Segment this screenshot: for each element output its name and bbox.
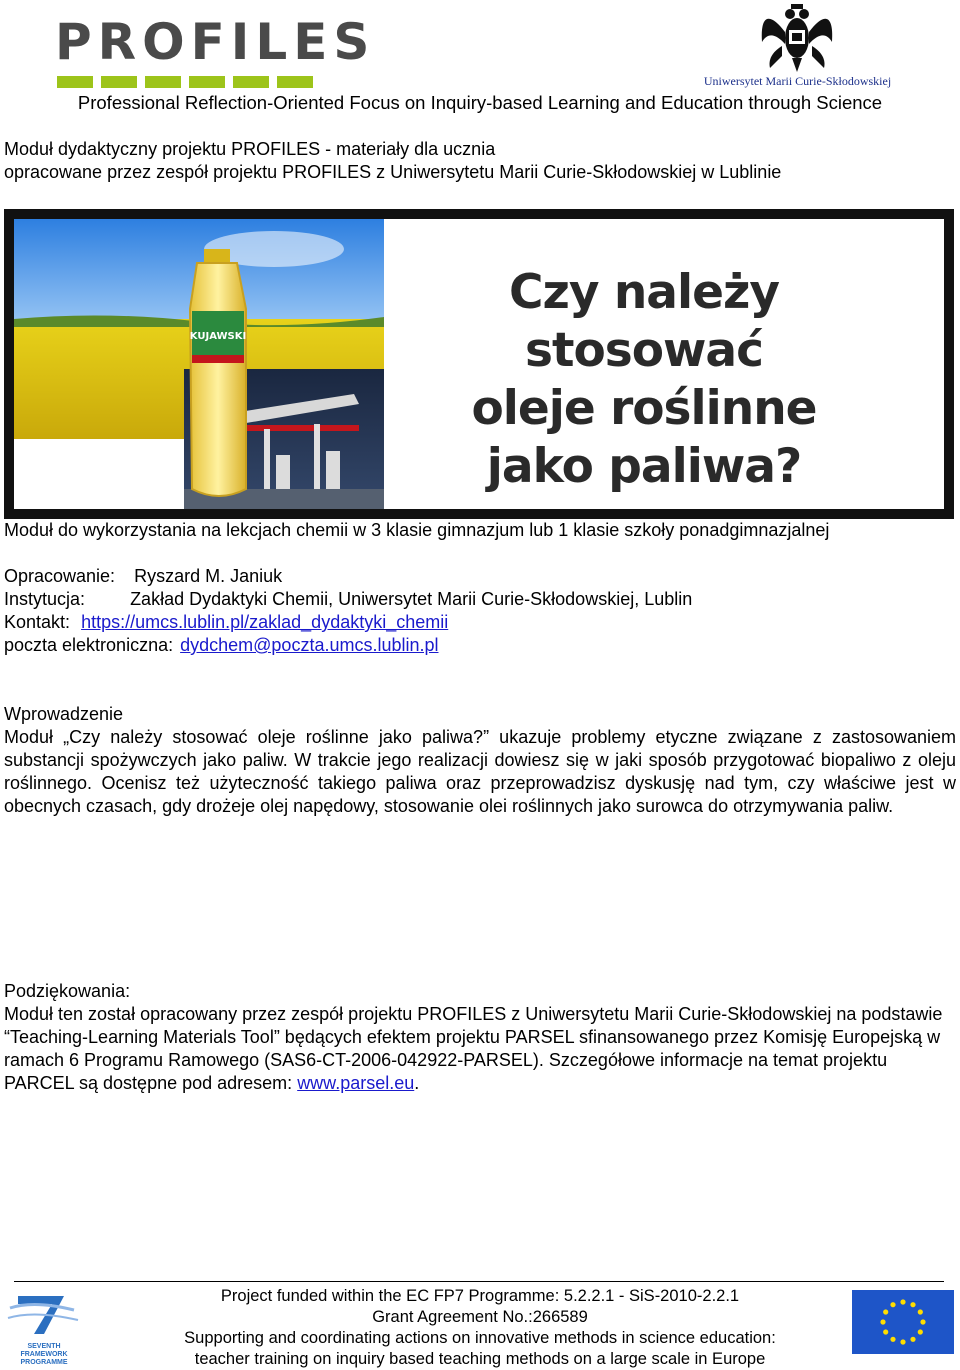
profiles-logo — [55, 13, 376, 90]
university-logo — [690, 2, 905, 92]
hero-banner — [4, 209, 954, 519]
footer-training: teacher training on inquiry based teaching methods on a large scale in Europe — [194, 1350, 766, 1368]
authors-line: opracowane przez zespół projektu PROFILES z Uniwersytetu Marii Curie-Skłodowskiej w Lublinie — [4, 162, 782, 182]
hero-title-line: Czy należy stosować — [508, 265, 779, 378]
profiles-logo-text: PROFILES — [55, 13, 376, 71]
contact-label: Kontakt: — [4, 612, 71, 632]
fp7-logo — [4, 1290, 84, 1366]
institution-row — [4, 588, 692, 611]
eagle-crest-icon — [690, 2, 905, 74]
contact-row — [4, 611, 448, 634]
footer-divider — [14, 1281, 944, 1282]
author-name: Ryszard M. Janiuk — [134, 566, 283, 586]
footer-supporting: Supporting and coordinating actions on innovative methods in science education: — [184, 1329, 776, 1347]
university-name: Uniwersytet Marii Curie-Skłodowskiej — [703, 74, 892, 88]
author-row — [4, 565, 282, 588]
email-row — [4, 634, 439, 657]
fp7-label: SEVENTH FRAMEWORK PROGRAMME — [20, 1343, 68, 1366]
eu-flag — [852, 1290, 954, 1354]
institution-name: Zakład Dydaktyki Chemii, Uniwersytet Marii Curie-Skłodowskiej, Lublin — [130, 589, 693, 609]
acknowledgements-text: Moduł ten został opracowany przez zespół projektu PROFILES z Uniwersytetu Marii Curie-Skłodowskiej na podstawie “Teaching-Learning Materials Tool” będących efektem projektu PARSEL sfinansowanego przez Komisję Europejską w ramach 6 Programu Ramowego (SAS6-CT-2006-042922-PARSEL). Szczegółowe informacje na temat projektu PARCEL są dostępne pod adresem: — [4, 1004, 943, 1093]
footer-grant: Grant Agreement No.:266589 — [372, 1308, 588, 1326]
hero-title — [384, 264, 904, 496]
acknowledgements-heading: Podziękowania: — [4, 981, 131, 1001]
project-tagline: Professional Reflection-Oriented Focus on Inquiry-based Learning and Education through Science — [77, 92, 883, 113]
fp7-seven-icon — [4, 1290, 84, 1338]
parsel-link[interactable]: www.parsel.eu — [297, 1073, 415, 1093]
institution-label: Instytucja: — [4, 589, 86, 609]
email-link[interactable]: dydchem@poczta.umcs.lublin.pl — [180, 635, 439, 655]
hero-title-line: oleje roślinne — [471, 381, 817, 436]
module-type-line: Moduł dydaktyczny projektu PROFILES - materiały dla ucznia — [4, 139, 496, 159]
hero-title-line: jako paliwa? — [486, 439, 802, 494]
profiles-logo-bars — [57, 76, 313, 88]
usage-note: Moduł do wykorzystania na lekcjach chemii w 3 klasie gimnazjum lub 1 klasie szkoły ponadgimnazjalnej — [4, 520, 830, 540]
introduction-body: Moduł „Czy należy stosować oleje roślinne jako paliwa?” ukazuje problemy etyczne związane z zastosowaniem substancji spożywczych jako paliw. W trakcie jego realizacji dowiesz się w jaki sposób przygotować biopaliwo z oleju roślinnego. Ocenisz też użyteczność takiego paliwa oraz przeprowadzisz dyskusję nad tym, czy właściwe jest w obecnych czasach, gdy drożeje olej napędowy, stosowanie olei roślinnych jako surowca do otrzymywania paliw. — [4, 727, 956, 816]
acknowledgements-tail: . — [414, 1073, 420, 1093]
eu-flag-icon — [852, 1290, 954, 1354]
acknowledgements-body — [4, 1003, 956, 1095]
introduction-heading: Wprowadzenie — [4, 704, 124, 724]
email-label: poczta elektroniczna: — [4, 635, 174, 655]
footer-funding: Project funded within the EC FP7 Programme: 5.2.2.1 - SiS-2010-2.2.1 — [220, 1287, 740, 1305]
contact-link[interactable]: https://umcs.lublin.pl/zaklad_dydaktyki_chemii — [81, 612, 449, 632]
author-label: Opracowanie: — [4, 566, 116, 586]
bottle-brand-label: KUJAWSKI — [189, 331, 247, 342]
